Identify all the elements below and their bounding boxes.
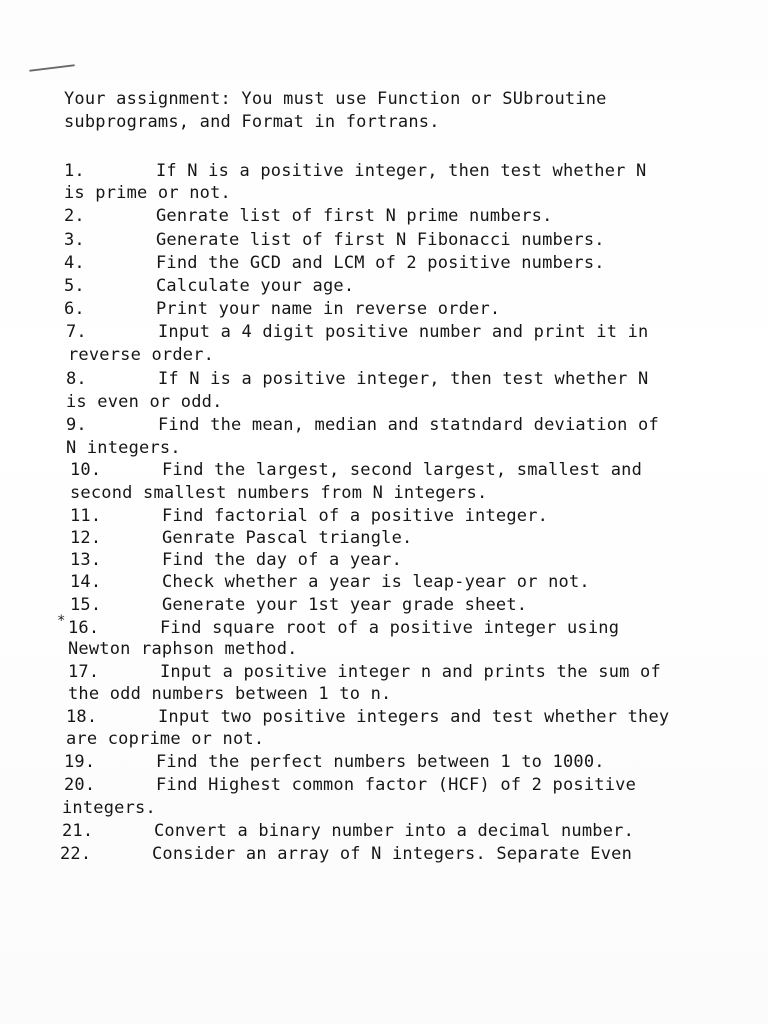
item-text: Input a 4 digit positive number and print it in — [158, 322, 649, 342]
item-number: 9. — [66, 415, 87, 435]
item-number: 3. — [64, 230, 85, 250]
item-text: Generate your 1st year grade sheet. — [162, 595, 528, 615]
item-text: Convert a binary number into a decimal number. — [154, 821, 635, 841]
item-text: Print your name in reverse order. — [156, 299, 501, 319]
item-number: 20. — [64, 775, 96, 795]
item-number: 18. — [66, 707, 98, 727]
list-item-14 — [70, 571, 590, 594]
item-continuation: second smallest numbers from N integers. — [70, 483, 488, 503]
list-item-12 — [70, 527, 412, 550]
item-text: Genrate list of first N prime numbers. — [156, 206, 553, 226]
item-number: 6. — [64, 299, 85, 319]
item-text: Generate list of first N Fibonacci numbers. — [156, 230, 605, 250]
item-text: If N is a positive integer, then test whether N — [156, 161, 647, 181]
item-text: Find the mean, median and statndard deviation of — [158, 415, 659, 435]
item-continuation: reverse order. — [68, 345, 215, 365]
item-number: 11. — [70, 506, 102, 526]
list-item-17 — [68, 661, 661, 684]
list-item-1 — [64, 160, 646, 183]
item-text: Check whether a year is leap-year or not. — [162, 572, 590, 592]
item-number: 2. — [64, 206, 85, 226]
item-text: Find the perfect numbers between 1 to 1000. — [156, 752, 605, 772]
list-item-9 — [66, 414, 659, 437]
item-continuation: integers. — [62, 798, 156, 818]
list-item-18 — [66, 706, 669, 729]
list-item-20 — [64, 774, 636, 797]
header-line-1: Your assignment: You must use Function or SUbroutine — [64, 89, 607, 109]
item-number: 14. — [70, 572, 102, 592]
item-text: Calculate your age. — [156, 276, 355, 296]
item-text: Input two positive integers and test whether they — [158, 707, 670, 727]
item-number: 7. — [66, 322, 87, 342]
item-continuation: is even or odd. — [66, 392, 223, 412]
list-item-10 — [70, 459, 642, 482]
header-line-2: subprograms, and Format in fortrans. — [64, 112, 440, 132]
item-continuation: N integers. — [66, 438, 181, 458]
list-item-19 — [64, 751, 605, 774]
item-text: If N is a positive integer, then test whether N — [158, 369, 649, 389]
item-number: 8. — [66, 369, 87, 389]
list-item-15 — [70, 594, 527, 617]
list-item-3 — [64, 229, 605, 252]
item-number: 21. — [62, 821, 94, 841]
list-item-21 — [62, 820, 634, 843]
item-text: Find Highest common factor (HCF) of 2 positive — [156, 775, 637, 795]
item-number: 5. — [64, 276, 85, 296]
item-continuation: Newton raphson method. — [68, 639, 298, 659]
list-item-16 — [68, 617, 619, 640]
list-item-11 — [70, 505, 548, 528]
item-number: 15. — [70, 595, 102, 615]
star-annotation: * — [57, 613, 66, 629]
item-number: 12. — [70, 528, 102, 548]
item-text: Find the largest, second largest, smallest and — [162, 460, 643, 480]
item-number: 4. — [64, 253, 85, 273]
list-item-6 — [64, 298, 500, 321]
item-number: 19. — [64, 752, 96, 772]
item-number: 10. — [70, 460, 102, 480]
item-text: Genrate Pascal triangle. — [162, 528, 413, 548]
list-item-7 — [66, 321, 648, 344]
item-continuation: the odd numbers between 1 to n. — [68, 684, 392, 704]
list-item-22 — [60, 843, 632, 866]
list-item-2 — [64, 205, 553, 228]
item-number: 16. — [68, 618, 100, 638]
item-number: 17. — [68, 662, 100, 682]
item-text: Find the GCD and LCM of 2 positive numbers. — [156, 253, 605, 273]
item-continuation: are coprime or not. — [66, 729, 265, 749]
item-text: Input a positive integer n and prints the sum of — [160, 662, 661, 682]
item-number: 22. — [60, 844, 92, 864]
item-number: 1. — [64, 161, 85, 181]
list-item-13 — [70, 549, 402, 572]
item-continuation: is prime or not. — [64, 183, 231, 203]
list-item-5 — [64, 275, 354, 298]
item-number: 13. — [70, 550, 102, 570]
item-text: Find factorial of a positive integer. — [162, 506, 549, 526]
item-text: Consider an array of N integers. Separate Even — [152, 844, 633, 864]
list-item-4 — [64, 252, 605, 275]
item-text: Find the day of a year. — [162, 550, 403, 570]
list-item-8 — [66, 368, 648, 391]
item-text: Find square root of a positive integer using — [160, 618, 620, 638]
